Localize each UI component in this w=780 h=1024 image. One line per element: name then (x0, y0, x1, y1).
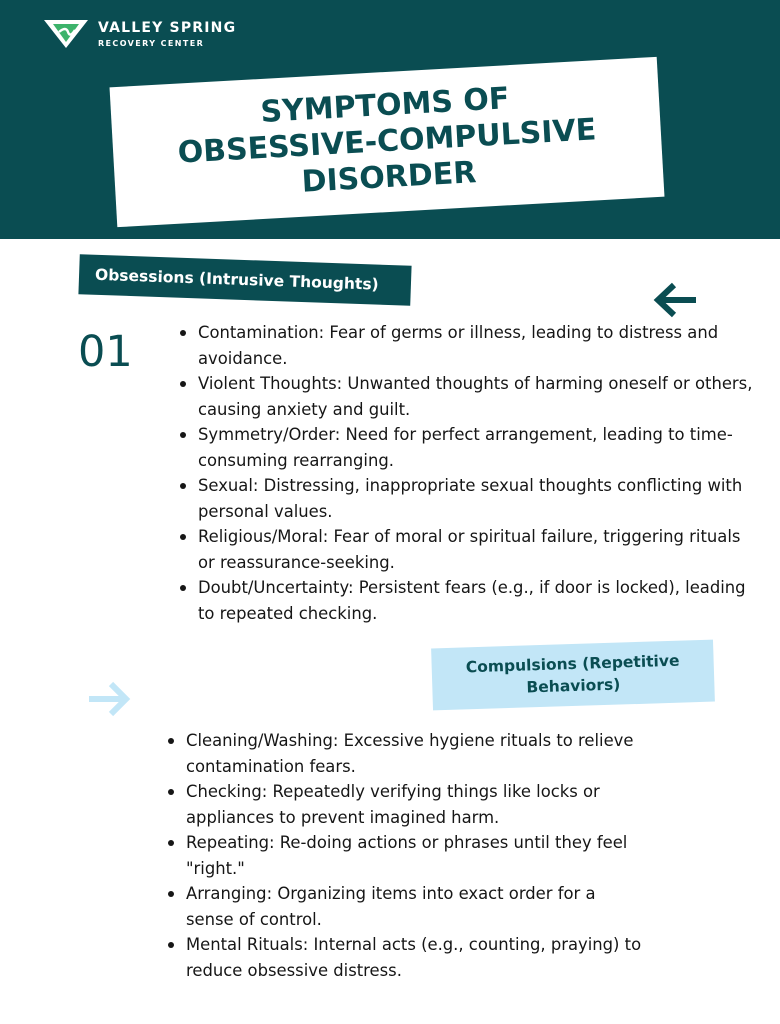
title-card (110, 57, 665, 227)
brand-subtitle: RECOVERY CENTER (98, 39, 205, 48)
brand-name: VALLEY SPRING (98, 20, 237, 36)
list-item: Contamination: Fear of germs or illness, leading to distress and avoidance. (178, 320, 753, 371)
obsessions-label: Obsessions (Intrusive Thoughts) (94, 265, 379, 294)
compulsions-label: Compulsions (Repetitive Behaviors) (465, 651, 680, 697)
list-item: Repeating: Re-doing actions or phrases until they feel "right." (166, 830, 646, 881)
list-item: Violent Thoughts: Unwanted thoughts of harming oneself or others, causing anxiety and guilt. (178, 371, 753, 422)
list-item: Mental Rituals: Internal acts (e.g., counting, praying) to reduce obsessive distress. (166, 932, 646, 983)
header-banner (0, 0, 780, 239)
list-item: Arranging: Organizing items into exact order for a sense of control. (166, 881, 646, 932)
list-item: Cleaning/Washing: Excessive hygiene rituals to relieve contamination fears. (166, 728, 646, 779)
compulsions-label-tag (431, 640, 715, 711)
obsessions-label-tag (78, 254, 411, 306)
list-item: Sexual: Distressing, inappropriate sexual thoughts conflicting with personal values. (178, 473, 753, 524)
list-item: Religious/Moral: Fear of moral or spiritual failure, triggering rituals or reassurance-seeking. (178, 524, 753, 575)
list-item: Checking: Repeatedly verifying things like locks or appliances to prevent imagined harm. (166, 779, 646, 830)
page-title: SYMPTOMS OF OBSESSIVE-COMPULSIVE DISORDER (176, 81, 598, 200)
arrow-left-icon (652, 280, 700, 320)
valley-logo-icon (44, 18, 88, 50)
compulsions-list (166, 728, 646, 983)
obsessions-list (178, 320, 753, 626)
section-number: 01 (78, 327, 133, 377)
list-item: Symmetry/Order: Need for perfect arrangement, leading to time-consuming rearranging. (178, 422, 753, 473)
arrow-right-icon (87, 680, 133, 718)
list-item: Doubt/Uncertainty: Persistent fears (e.g., if door is locked), leading to repeated checking. (178, 575, 753, 626)
